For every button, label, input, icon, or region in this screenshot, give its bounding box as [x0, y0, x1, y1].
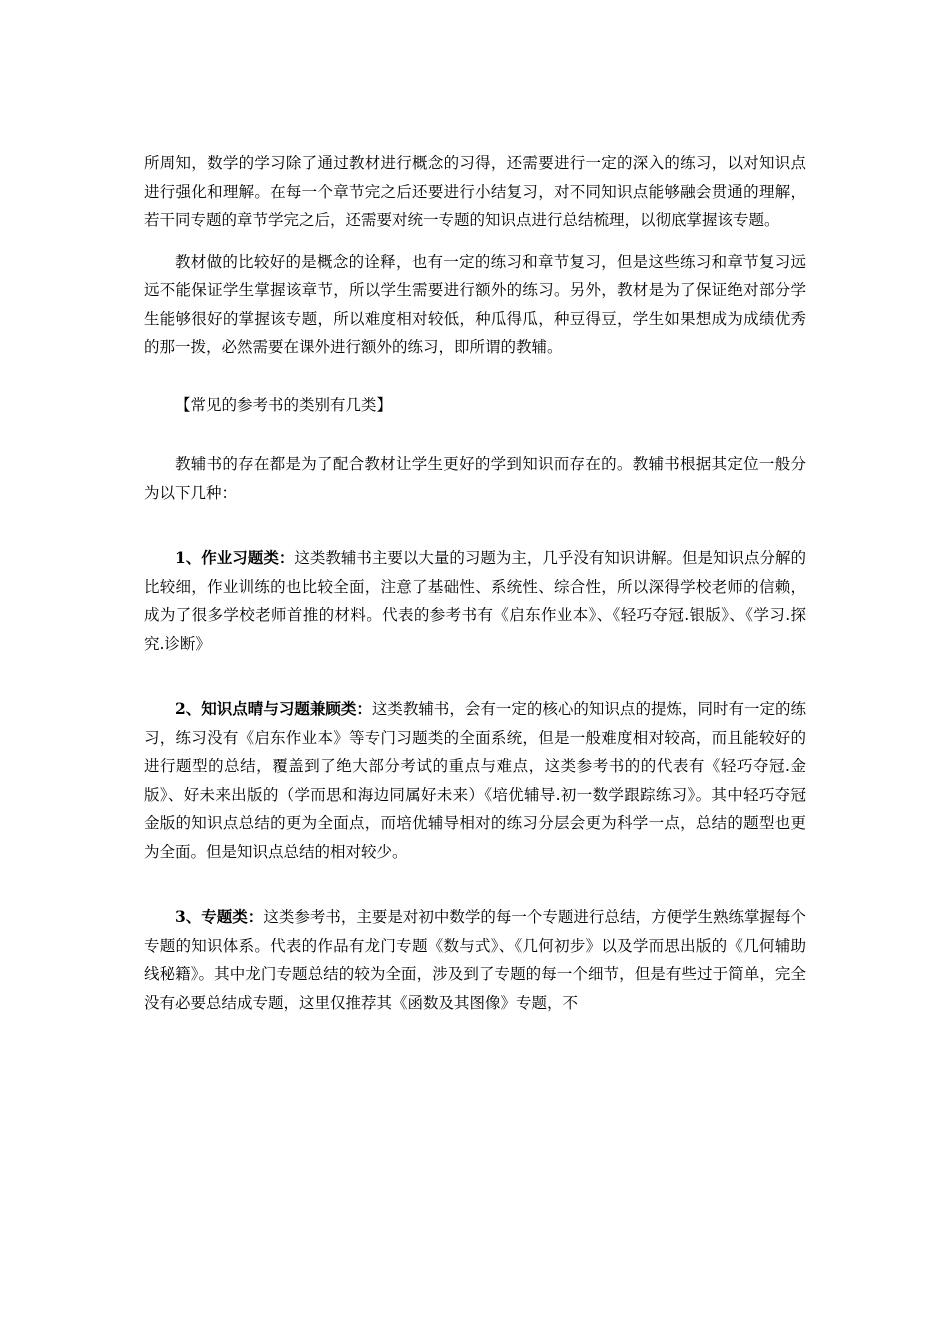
textbook-paragraph: 教材做的比较好的是概念的诠释，也有一定的练习和章节复习，但是这些练习和章节复习远远不能保证学生掌握该章节，所以学生需要进行额外的练习。另外，教材是为了保证绝对部分学生能够很好的掌握该专题，所以难度相对较低，种瓜得瓜，种豆得豆，学生如果想成为成绩优秀的那一拨，必然需要在课外进行额外的练习，即所谓的教辅。: [144, 252, 806, 356]
category-knowledge-title: 2、知识点晴与习题兼顾类：: [175, 699, 372, 718]
category-homework-title: 1、作业习题类：: [175, 548, 295, 567]
intro-paragraph: 所周知，数学的学习除了通过教材进行概念的习得，还需要进行一定的深入的练习，以对知识点进行强化和理解。在每一个章节完之后还要进行小结复习，对不同知识点能够融会贯通的理解，若干同专题的章节学完之后，还需要对统一专题的知识点进行总结梳理，以彻底掌握该专题。: [144, 154, 806, 229]
section-heading: 【常见的参考书的类别有几类】: [175, 395, 393, 414]
category-homework-paragraph: [144, 544, 806, 658]
document-body: [144, 149, 806, 1017]
category-homework-body: 这类教辅书主要以大量的习题为主，几乎没有知识讲解。但是知识点分解的比较细，作业训练的也比较全面，注意了基础性、系统性、综合性，所以深得学校老师的信赖，成为了很多学校老师首推的材料。代表的参考书有《启东作业本》、《轻巧夺冠.银版》、《学习.探究.诊断》: [144, 549, 806, 653]
category-topic-title: 3、专题类：: [175, 907, 264, 926]
category-topic-body: 这类参考书，主要是对初中数学的每一个专题进行总结，方便学生熟练掌握每个专题的知识体系。代表的作品有龙门专题《数与式》、《几何初步》以及学而思出版的《几何辅助线秘籍》。其中龙门专题总结的较为全面，涉及到了专题的每一个细节，但是有些过于简单，完全没有必要总结成专题，这里仅推荐其《函数及其图像》专题，不: [144, 908, 806, 1012]
category-topic-paragraph: [144, 903, 806, 1017]
category-knowledge-paragraph: [144, 695, 806, 866]
overview-paragraph: 教辅书的存在都是为了配合教材让学生更好的学到知识而存在的。教辅书根据其定位一般分为以下几种：: [144, 455, 806, 502]
category-knowledge-body: 这类教辅书，会有一定的核心的知识点的提炼，同时有一定的练习，练习没有《启东作业本》等专门习题类的全面系统，但是一般难度相对较高，而且能较好的进行题型的总结，覆盖到了绝大部分考试的重点与难点，这类参考书的的代表有《轻巧夺冠.金版》、好未来出版的（学而思和海边同属好未来）《培优辅导.初一数学跟踪练习》。其中轻巧夺冠金版的知识点总结的更为全面点，而培优辅导相对的练习分层会更为科学一点，总结的题型也更为全面。但是知识点总结的相对较少。: [144, 700, 806, 861]
